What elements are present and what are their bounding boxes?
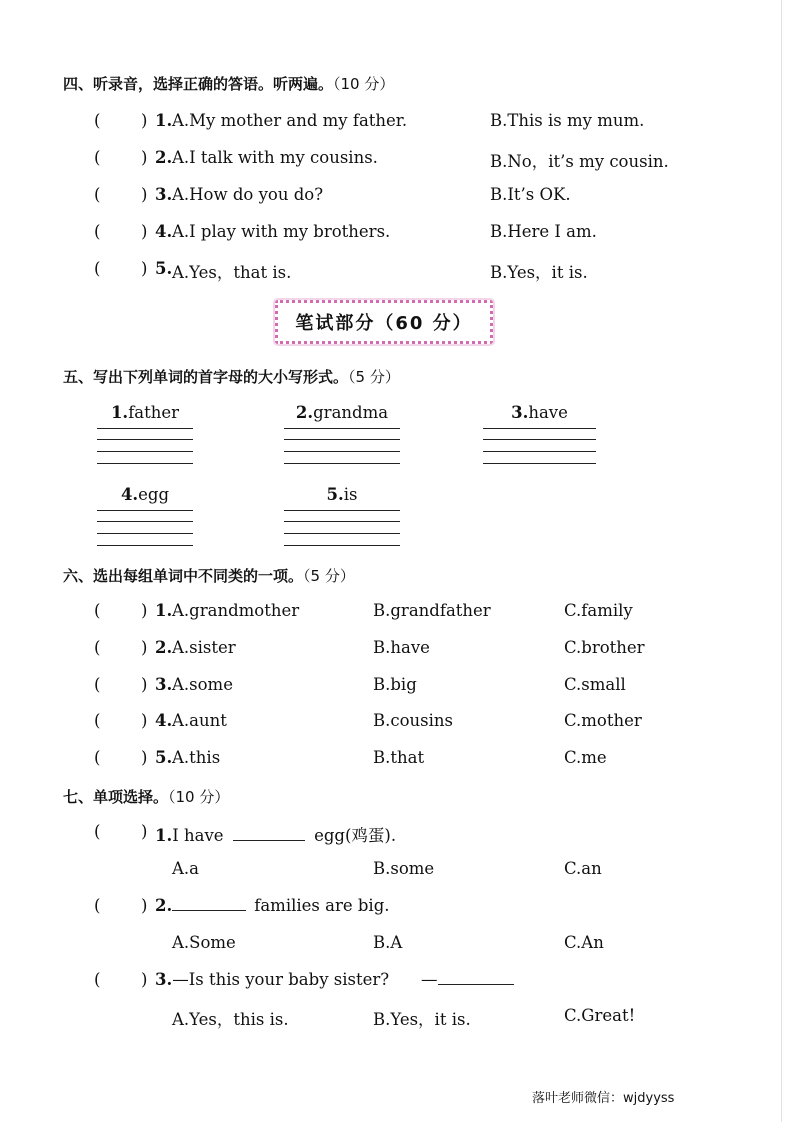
option-c: C.small [564,675,626,694]
option-a: A.Some [172,933,236,952]
option-a: A.some [172,675,233,694]
writing-lines-4[interactable] [97,510,193,550]
answer-paren-open[interactable]: ( [94,259,101,278]
option-a: A.How do you do? [172,185,324,204]
stem-before-blank: I have [172,826,224,845]
answer-paren-open[interactable]: ( [94,711,101,730]
section-7-title: 七、单项选择。 [63,788,169,806]
fill-blank[interactable] [172,910,246,911]
option-c: C.brother [564,638,645,657]
answer-paren-close: ) [141,222,148,241]
word-number: 1. [110,403,129,422]
stem-after-blank: egg(鸡蛋). [314,826,397,845]
word-number: 5. [326,485,344,504]
question-number: 2. [155,896,173,915]
word-text: egg [138,485,170,504]
question-number: 1. [155,111,173,130]
option-b: B.some [373,859,435,878]
section-6-heading [63,565,355,586]
question-number: 4. [155,711,173,730]
stem-question: —Is this your baby sister? [172,970,390,989]
question-number: 4. [155,222,173,241]
answer-paren-open[interactable]: ( [94,638,101,657]
option-b: B.cousins [373,711,454,730]
word-text: is [343,485,358,504]
option-a: A.I play with my brothers. [172,222,391,241]
answer-paren-open[interactable]: ( [94,185,101,204]
writing-lines-5[interactable] [284,510,400,550]
answer-paren-open[interactable]: ( [94,896,101,915]
answer-paren-close: ) [141,822,148,841]
question-stem [155,822,396,846]
option-a: A.sister [172,638,236,657]
section-4-heading [63,73,394,94]
option-c: C.An [564,933,604,952]
answer-paren-close: ) [141,675,148,694]
question-number: 1. [155,826,173,845]
answer-paren-open[interactable]: ( [94,748,101,767]
answer-dash-blank [421,970,514,989]
word-text: father [128,403,180,422]
writing-lines-1[interactable] [97,428,193,468]
section-5-points: （5 分） [348,368,400,386]
option-a: A.My mother and my father. [172,111,408,130]
question-number: 3. [155,970,173,989]
option-b: B.It’s OK. [490,185,571,204]
option-c: C.an [564,859,602,878]
option-b: B.A [373,933,403,952]
section-6-points: （5 分） [303,567,355,585]
section-7-points: （10 分） [168,788,230,806]
question-number: 3. [155,185,173,204]
option-a: A.I talk with my cousins. [172,148,378,167]
section-4-title: 四、听录音，选择正确的答语。听两遍。 [63,75,334,93]
word-item-2 [284,403,400,422]
option-a: A.Yes，that is. [172,263,292,282]
question-number: 2. [155,148,173,167]
page-edge-line [781,0,782,1122]
option-c: C.Great! [564,1006,636,1025]
option-b: B.that [373,748,425,767]
word-item-1 [97,403,193,422]
option-b: B.big [373,675,417,694]
word-item-4 [97,485,193,504]
option-a: A.grandmother [172,601,300,620]
option-a: A.Yes，this is. [172,1010,289,1029]
option-b: B.grandfather [373,601,491,620]
option-b: B.Here I am. [490,222,597,241]
word-number: 3. [511,403,529,422]
fill-blank[interactable] [233,840,305,841]
footer-wechat [532,1087,674,1106]
answer-paren-open[interactable]: ( [94,222,101,241]
section-4-points: （10 分） [333,75,395,93]
answer-paren-close: ) [141,601,148,620]
answer-paren-close: ) [141,711,148,730]
answer-paren-close: ) [141,748,148,767]
option-b: B.have [373,638,430,657]
question-number: 5. [155,748,173,767]
word-text: grandma [313,403,389,422]
option-b: B.Yes，it is. [373,1010,471,1029]
answer-paren-open[interactable]: ( [94,601,101,620]
section-5-title: 五、写出下列单词的首字母的大小写形式。 [63,368,349,386]
option-c: C.mother [564,711,642,730]
word-number: 4. [120,485,139,504]
answer-paren-close: ) [141,638,148,657]
word-text: have [528,403,568,422]
option-b: B.This is my mum. [490,111,645,130]
answer-paren-open[interactable]: ( [94,111,101,130]
answer-paren-open[interactable]: ( [94,148,101,167]
option-c: C.family [564,601,633,620]
stem-after-blank: families are big. [254,896,390,915]
question-number: 2. [155,638,173,657]
question-number: 5. [155,259,173,278]
answer-paren-open[interactable]: ( [94,675,101,694]
answer-paren-open[interactable]: ( [94,970,101,989]
fill-blank[interactable] [438,984,514,985]
answer-paren-close: ) [141,970,148,989]
dash: — [421,970,438,989]
writing-lines-2[interactable] [284,428,400,468]
question-stem [155,970,389,989]
option-a: A.this [172,748,221,767]
question-number: 1. [155,601,173,620]
section-6-title: 六、选出每组单词中不同类的一项。 [63,567,304,585]
section-7-heading [63,786,229,807]
written-part-banner [275,300,493,344]
option-b: B.Yes，it is. [490,263,588,282]
answer-paren-open[interactable]: ( [94,822,101,841]
option-a: A.a [172,859,199,878]
section-5-heading [63,366,400,387]
option-c: C.me [564,748,607,767]
word-item-5 [284,485,400,504]
question-stem [155,896,390,915]
answer-paren-close: ) [141,896,148,915]
option-b: B.No，it’s my cousin. [490,152,669,171]
banner-label: 笔试部分（60 分） [295,313,473,334]
word-number: 2. [295,403,314,422]
answer-paren-close: ) [141,148,148,167]
footer-text: 落叶老师微信：wjdyyss [532,1091,675,1106]
answer-paren-close: ) [141,259,148,278]
word-item-3 [483,403,596,422]
question-number: 3. [155,675,173,694]
answer-paren-close: ) [141,111,148,130]
answer-paren-close: ) [141,185,148,204]
option-a: A.aunt [172,711,227,730]
writing-lines-3[interactable] [483,428,596,468]
